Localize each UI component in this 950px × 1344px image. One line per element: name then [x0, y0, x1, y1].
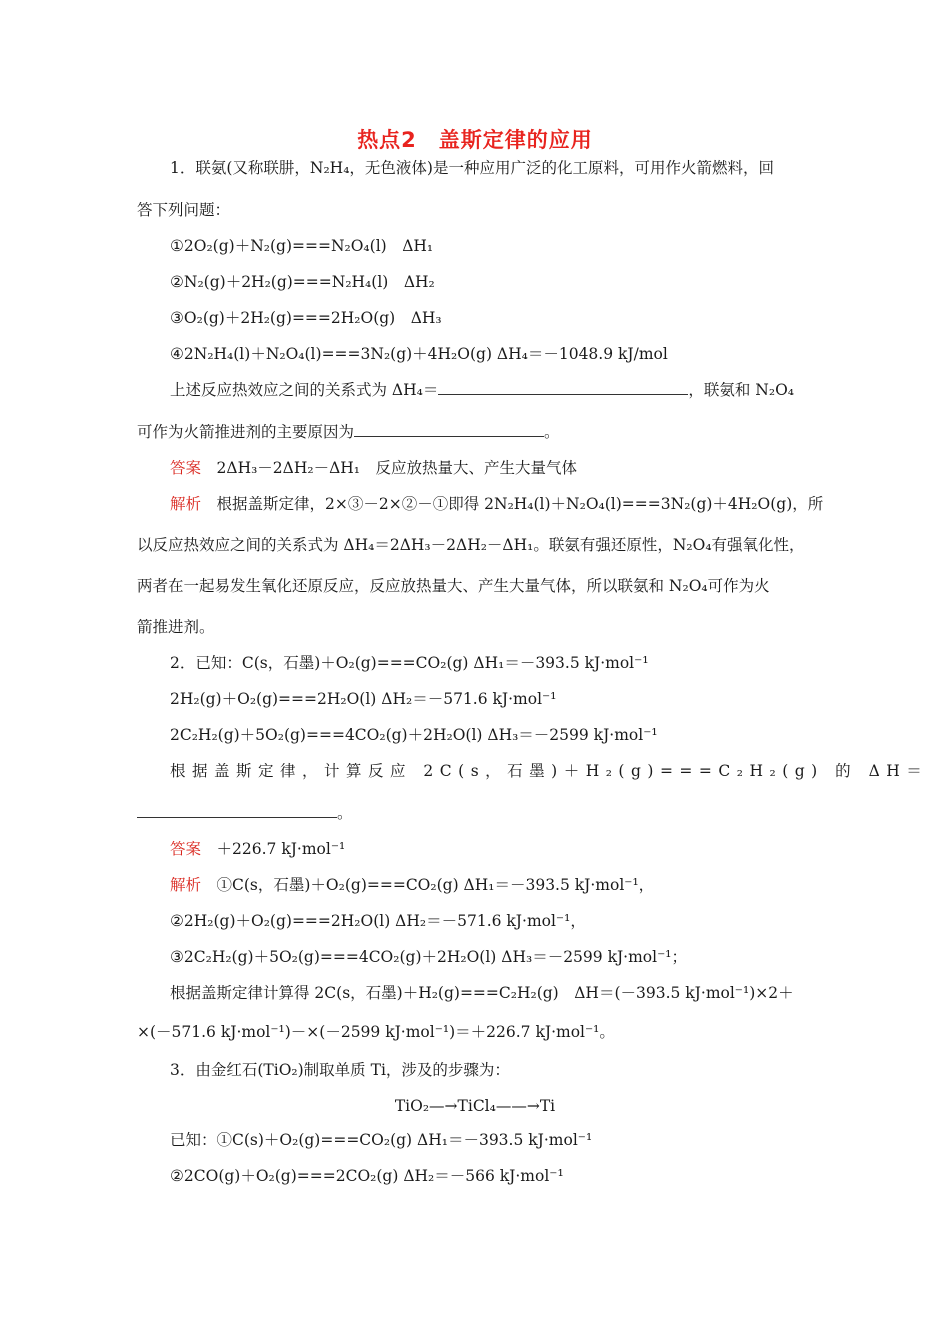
q2-analysis-line-4: 根据盖斯定律计算得 2C(s，石墨)＋H₂(g)===C₂H₂(g) ΔH＝(－393.5 kJ·mol⁻¹)×2＋	[170, 984, 794, 1002]
q1-answer-blank-1[interactable]	[438, 380, 688, 395]
q2-question-line-2	[137, 803, 353, 823]
q2-analysis-line-1	[170, 875, 654, 895]
q1-answer-text: 2ΔH₃－2ΔH₂－ΔH₁ 反应放热量大、产生大量气体	[201, 459, 578, 477]
q2-question-line-1: 根据盖斯定律，计算反应 2C(s，石墨)＋H₂(g)===C₂H₂(g) 的 ΔH＝	[170, 762, 929, 780]
q1-analysis-line-2: 以反应热效应之间的关系式为 ΔH₄＝2ΔH₃－2ΔH₂－ΔH₁。联氨有强还原性，N₂O₄有强氧化性，	[137, 536, 805, 554]
q3-known-2: ②2CO(g)＋O₂(g)===2CO₂(g) ΔH₂＝－566 kJ·mol⁻¹	[170, 1167, 564, 1185]
q1-question-line-2	[137, 422, 560, 442]
q1-question-line-1	[170, 380, 794, 400]
q1-equation-2: ②N₂(g)＋2H₂(g)===N₂H₄(l) ΔH₂	[170, 273, 435, 291]
q1-stem-line-1: 1．联氨(又称联肼，N₂H₄，无色液体)是一种应用广泛的化工原料，可用作火箭燃料，回	[170, 159, 774, 177]
analysis-label: 解析	[170, 495, 202, 513]
q2-analysis-text: ①C(s，石墨)＋O₂(g)===CO₂(g) ΔH₁＝－393.5 kJ·mol⁻¹，	[201, 876, 655, 894]
q1-equation-3: ③O₂(g)＋2H₂(g)===2H₂O(g) ΔH₃	[170, 309, 442, 327]
q3-stem-line-1: 3．由金红石(TiO₂)制取单质 Ti，涉及的步骤为：	[170, 1061, 510, 1079]
q1-analysis-line-3: 两者在一起易发生氧化还原反应，反应放热量大、产生大量气体，所以联氨和 N₂O₄可作为火	[137, 577, 770, 595]
q1-question-text: 上述反应热效应之间的关系式为 ΔH₄＝	[170, 381, 439, 399]
q2-stem-line-3: 2C₂H₂(g)＋5O₂(g)===4CO₂(g)＋2H₂O(l) ΔH₃＝－2599 kJ·mol⁻¹	[170, 726, 658, 744]
q1-analysis-line-4: 箭推进剂。	[137, 618, 215, 636]
q2-analysis-line-3: ③2C₂H₂(g)＋5O₂(g)===4CO₂(g)＋2H₂O(l) ΔH₃＝－2599 kJ·mol⁻¹；	[170, 948, 687, 966]
q2-stem-line-1: 2．已知：C(s，石墨)＋O₂(g)===CO₂(g) ΔH₁＝－393.5 kJ·mol⁻¹	[170, 654, 649, 672]
q2-answer-blank[interactable]	[137, 803, 337, 818]
q1-analysis-line-1	[170, 494, 823, 514]
q2-analysis-line-2: ②2H₂(g)＋O₂(g)===2H₂O(l) ΔH₂＝－571.6 kJ·mol⁻¹，	[170, 912, 586, 930]
q1-equation-1: ①2O₂(g)＋N₂(g)===N₂O₄(l) ΔH₁	[170, 237, 434, 255]
q1-question-text-2-tail: 。	[544, 423, 560, 441]
q1-question-text-2: 可作为火箭推进剂的主要原因为	[137, 423, 355, 441]
q3-process-flow: TiO₂—→TiCl₄——→Ti	[394, 1097, 556, 1115]
q2-question-tail: 。	[337, 804, 353, 822]
q2-analysis-line-5: ×(－571.6 kJ·mol⁻¹)－×(－2599 kJ·mol⁻¹)＝＋226.7 kJ·mol⁻¹。	[137, 1023, 615, 1041]
q2-answer	[170, 839, 345, 859]
answer-label: 答案	[170, 459, 202, 477]
q1-analysis-text: 根据盖斯定律，2×③－2×②－①即得 2N₂H₄(l)＋N₂O₄(l)===3N₂(g)＋4H₂O(g)，所	[201, 495, 824, 513]
page-title: 热点2 盖斯定律的应用	[357, 128, 593, 152]
q2-stem-line-2: 2H₂(g)＋O₂(g)===2H₂O(l) ΔH₂＝－571.6 kJ·mol⁻¹	[170, 690, 557, 708]
q3-known-1: 已知：①C(s)＋O₂(g)===CO₂(g) ΔH₁＝－393.5 kJ·mol⁻¹	[170, 1131, 593, 1149]
q1-stem-line-2: 答下列问题：	[137, 201, 231, 219]
answer-label: 答案	[170, 840, 202, 858]
q1-equation-4: ④2N₂H₄(l)＋N₂O₄(l)===3N₂(g)＋4H₂O(g) ΔH₄＝－1048.9 kJ/mol	[170, 345, 668, 363]
q1-question-text-tail: ，联氨和 N₂O₄	[688, 381, 794, 399]
q2-answer-text: ＋226.7 kJ·mol⁻¹	[201, 840, 346, 858]
q1-answer-blank-2[interactable]	[354, 422, 544, 437]
q1-answer	[170, 458, 577, 478]
analysis-label: 解析	[170, 876, 202, 894]
